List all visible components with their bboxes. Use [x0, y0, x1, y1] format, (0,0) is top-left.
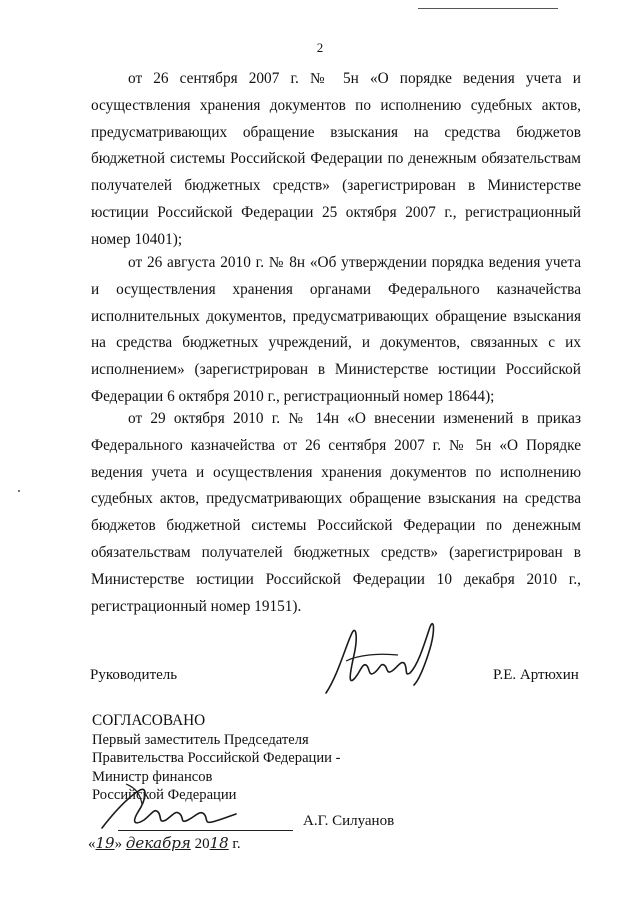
paragraph-2: от 26 августа 2010 г. № 8н «Об утверждении порядка ведения учета и осуществления хранения органами Федерального казначейства исполнительных документов, предусматривающих обращение взыскания на средства бюджетных учреждений, и документов, связанных с их исполнением» (зарегистрирован в Министерстве юстиции Российской Федерации 6 октября 2010 г., регистрационный номер 18644);: [91, 254, 581, 405]
signatory-name: Р.Е. Артюхин: [493, 667, 579, 683]
approval-line-1: Первый заместитель Председателя: [92, 731, 309, 748]
page-number: 2: [316, 40, 324, 55]
signature-siluanov: [96, 780, 246, 840]
date-close-quote: »: [114, 836, 123, 852]
approval-date: [88, 834, 241, 853]
date-year-suffix: 18: [209, 834, 229, 852]
approver-name: А.Г. Силуанов: [303, 813, 395, 829]
approval-heading: СОГЛАСОВАНО: [92, 712, 206, 729]
paragraph-1: от 26 сентября 2007 г. № 5н «О порядке ведения учета и осуществления хранения документов по исполнению судебных актов, предусматривающих обращение взыскания на средства бюджетов бюджетной системы Российской Федерации по денежным обязательствам получателей бюджетных средств» (зарегистрирован в Министерстве юстиции Российской Федерации 25 октября 2007 г., регистрационный номер 10401);: [91, 70, 581, 248]
top-rule: [418, 8, 558, 9]
date-month: декабря: [125, 834, 191, 852]
scan-mark: [18, 490, 20, 492]
signature-artyukhin: [318, 615, 438, 705]
date-year-abbr: г.: [232, 836, 241, 852]
date-year-prefix: 20: [194, 836, 210, 852]
approval-line-2: Правительства Российской Федерации -: [92, 750, 341, 766]
approval-line-4: Российской Федерации: [92, 787, 237, 803]
signatory-title: Руководитель: [90, 667, 178, 683]
date-day: 19: [95, 834, 115, 852]
approval-line-3: Министр финансов: [92, 768, 213, 785]
date-open-quote: «: [88, 836, 96, 852]
signature-line: [118, 830, 293, 831]
paragraph-3: от 29 октября 2010 г. № 14н «О внесении изменений в приказ Федерального казначейства от 26 сентября 2007 г. № 5н «О Порядке ведения учета и осуществления хранения документов по исполнению судебных актов, предусматривающих обращение взыскания на средства бюджетов бюджетной системы Российской Федерации по денежным обязательствам получателей бюджетных средств» (зарегистрирован в Министерстве юстиции Российской Федерации 10 декабря 2010 г., регистрационный номер 19151).: [91, 410, 581, 615]
